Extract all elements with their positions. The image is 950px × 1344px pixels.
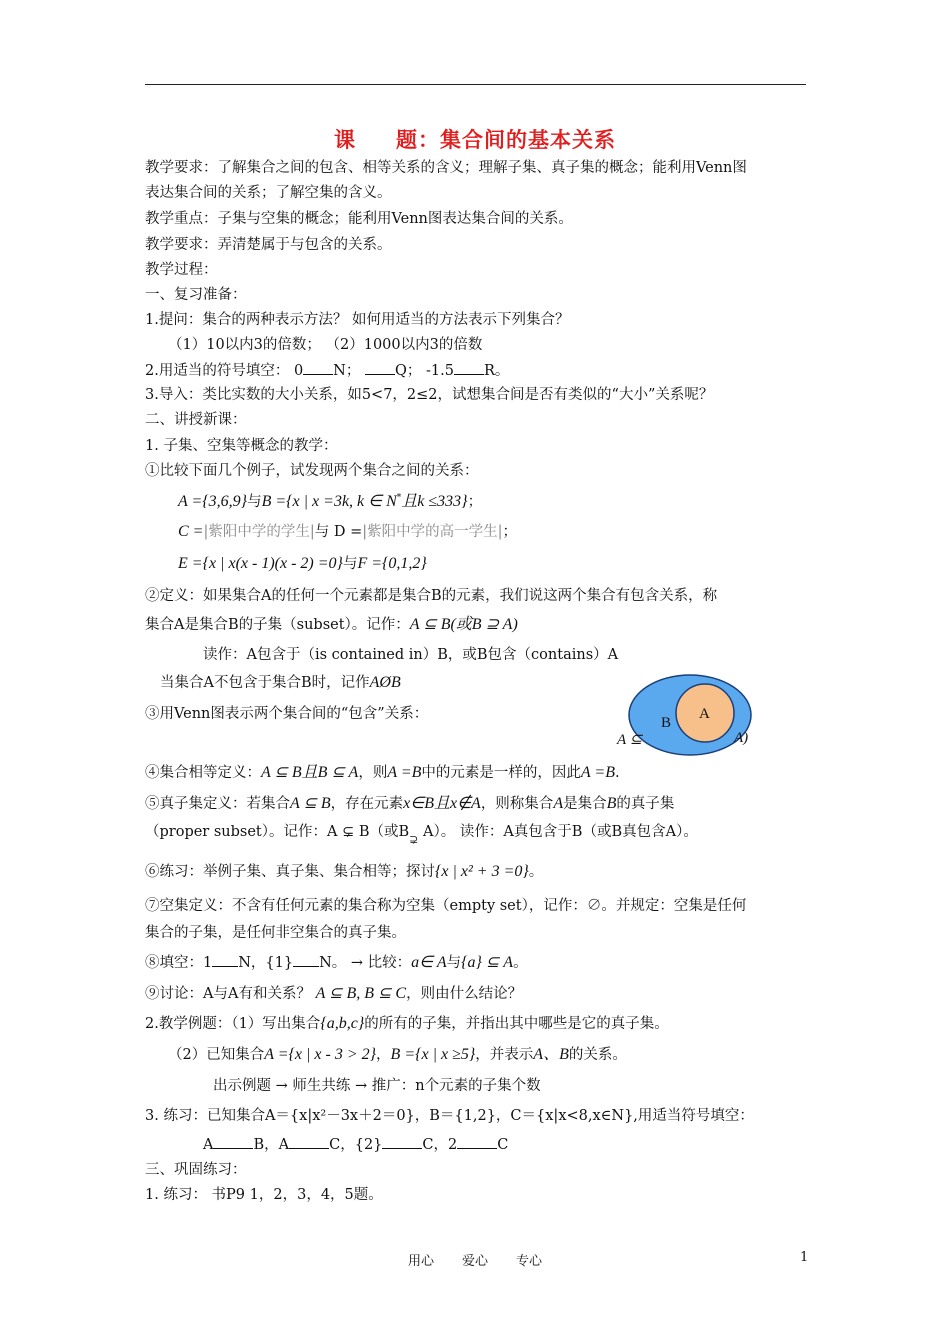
example-c-d: C =|紫阳中学的学生|与 D =|紫阳中学的高一学生|； [178,523,518,540]
venn-caption-left: A ⊆ [617,732,643,748]
venn-caption-right: A) [734,730,749,746]
item-1: ①比较下面几个例子，试发现两个集合之间的关系： [145,463,479,479]
definition-empty-set-line-1: ⑦空集定义：不含有任何元素的集合称为空集（empty set），记作：∅。并规定：空集是任何 [145,898,747,914]
example-2-1: 2.教学例题：（1）写出集合{a,b,c}的所有的子集，并指出其中哪些是它的真子集。 [145,1015,669,1032]
example-flow: 出示例题 → 师生共练 → 推广：n个元素的子集个数 [213,1078,541,1094]
reading-subset: 读作：A包含于（is contained in）B，或B包含（contains）A [203,647,619,663]
teaching-requirement-line-2: 表达集合间的关系；了解空集的含义。 [145,185,392,201]
section-1-heading: 一、复习准备： [145,287,247,303]
teaching-process-heading: 教学过程： [145,262,218,278]
footer-word-1: 用心 [407,1254,434,1269]
teaching-requirement-line-1: 教学要求：了解集合之间的包含、相等关系的含义；理解子集、真子集的概念；能利用Venn图 [145,160,747,176]
venn-description: ③用Venn图表示两个集合间的“包含”关系： [145,706,429,722]
title-right: 题：集合间的基本关系 [396,128,616,152]
title-left: 课 [334,128,356,152]
fill-in-8: ⑧填空：1 N，{1} N。 → 比较：a∈ A与{a} ⊆ A。 [145,954,528,971]
question-1: 1.提问：集合的两种表示方法？ 如何用适当的方法表示下列集合？ [145,312,570,328]
teaching-focus: 教学重点：子集与空集的概念；能利用Venn图表达集合间的关系。 [145,211,573,227]
example-2-2: （2）已知集合A ={x | x - 3 > 2}，B ={x | x ≥5}，并表示A、B的关系。 [168,1046,627,1063]
question-2: 2.用适当的符号填空： 0 N； Q； -1.5 R。 [145,360,509,381]
practice-1: 1. 练习： 书P9 1，2，3，4，5题。 [145,1187,383,1203]
exercise-3: 3. 练习：已知集合A＝{x|x²－3x＋2＝0}，B＝{1,2}，C＝{x|x<8,x∈N},用适当符号填空： [145,1108,754,1124]
exercise-6: ⑥练习：举例子集、真子集、集合相等；探讨{x | x² + 3 =0}。 [145,863,544,880]
topic-1-heading: 1. 子集、空集等概念的教学： [145,438,338,454]
definition-subset-line-1: ②定义：如果集合A的任何一个元素都是集合B的元素，我们说这两个集合有包含关系，称 [145,588,718,604]
definition-subset-line-2: 集合A是集合B的子集（subset）。记作：A ⊆ B(或B ⊇ A) [145,616,518,633]
example-a-b: A ={3,6,9}与B ={x | x =3k, k ∈ N*且k ≤333}； [178,492,483,510]
venn-label-a: A [699,706,710,722]
exercise-3-blanks: A B，A C，{2} C，2 C [203,1134,508,1155]
page-number: 1 [800,1250,809,1265]
definition-empty-set-line-2: 集合的子集，是任何非空集合的真子集。 [145,925,406,941]
section-3-heading: 三、巩固练习： [145,1162,247,1178]
section-2-heading: 二、讲授新课： [145,412,247,428]
discussion-9: ⑨讨论：A与A有和关系？ A ⊆ B, B ⊆ C，则由什么结论？ [145,985,523,1002]
footer-word-2: 爱心 [461,1254,488,1269]
example-e-f: E ={x | x(x - 1)(x - 2) =0}与F ={0,1,2} [178,555,427,572]
definition-proper-subset-line-1: ⑤真子集定义：若集合A ⊆ B，存在元素x∈B且x∉A，则称集合A是集合B的真子集 [145,795,675,812]
question-1-items: （1）10以内3的倍数； （2）1000以内3的倍数 [168,337,483,353]
header-rule [145,84,806,85]
venn-label-b: B [661,715,672,731]
definition-equal: ④集合相等定义：A ⊆ B且B ⊆ A，则A =B中的元素是一样的，因此A =B. [145,764,620,781]
page-title [0,124,950,154]
definition-proper-subset-line-2: （proper subset）。记作：A ⊊ B（或$B_⊋$ A）。 读作：A真包含于B（或B真包含A）。 [145,824,698,846]
teaching-requirement-2: 教学要求：弄清楚属于与包含的关系。 [145,237,392,253]
footer-word-3: 专心 [516,1254,543,1269]
question-3: 3.导入：类比实数的大小关系，如5<7，2≤2，试想集合间是否有类似的“大小”关系呢？ [145,387,714,403]
not-subset-notation: 当集合A不包含于集合B时，记作AØB [160,674,401,691]
